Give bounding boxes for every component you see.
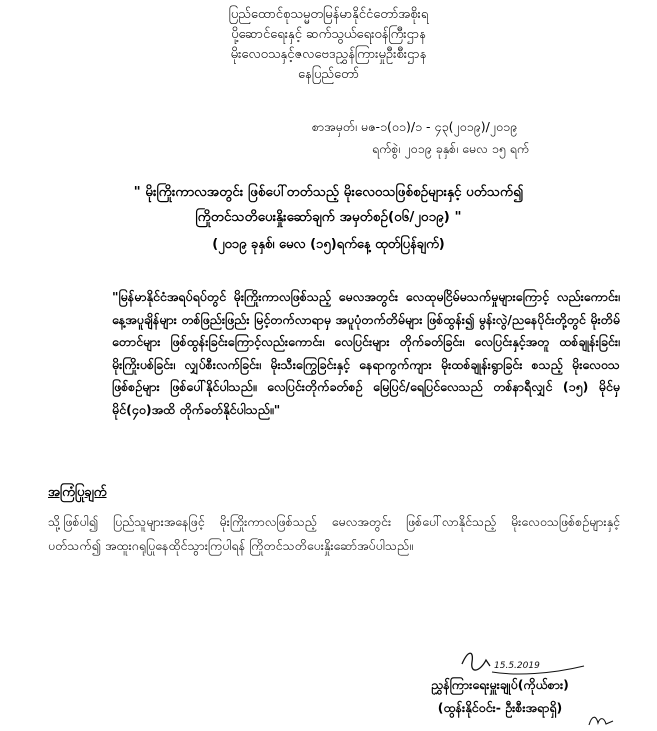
header-department: မိုးလေဝသနှင့်ဇလဗေဒညွှန်ကြားမှုဦးစီးဌာန bbox=[230, 47, 427, 62]
advice-heading: အကြံပြုချက် bbox=[48, 485, 107, 500]
document-title-line2: ကြိုတင်သတိပေးနှိုးဆော်ချက် အမှတ်စဉ်(၀၆/၂၀၁၉) " bbox=[195, 209, 462, 225]
letter-number: စာအမှတ်၊ မဇ-၁(၀၁)/၁ - ၄၃(၂၀၁၉)/၂၀၁၉ bbox=[312, 119, 518, 134]
forecast-statement: "မြန်မာနိုင်ငံအရပ်ရပ်တွင် မိုးကြိုးကာလဖြစ်သည့် မေလအတွင်း လေထုမငြိမ်မသက်မှုများကြောင့် လည်းကောင်း၊ နေ့အပူချိန်များ တစ်ဖြည်းဖြည်း မြင့်တက်လာရာမှ အပူပုံတက်တိမ်များ ဖြစ်ထွန်း၍ မွန်းလွဲ/ညနေပိုင်းတို့တွင် မိုးတိမ်တောင်များ ဖြစ်ထွန်းခြင်းကြောင့်လည်းကောင်း၊ လေပြင်းများ တိုက်ခတ်ခြင်း၊ လေပြင်းနှင့်အတူ ထစ်ချုန်းခြင်း၊ မိုးကြိုးပစ်ခြင်း၊ လျှပ်စီးလက်ခြင်း၊ မိုးသီးကြွေခြင်းနှင့် နေရာကွက်ကျား မိုးထစ်ချုန်းရွာခြင်း စသည့် မိုးလေဝသဖြစ်စဉ်များ ဖြစ်ပေါ်နိုင်ပါသည်။ လေပြင်းတိုက်ခတ်စဉ် မြေပြင်/ရေပြင်လေသည် တစ်နာရီလျှင် (၁၅) မိုင်မှ မိုင်(၄၀)အထိ တိုက်ခတ်နိုင်ပါသည်။" bbox=[112, 289, 620, 417]
signatory-name: (ထွန်းနိုင်ဝင်း- ဦးစီးအရာရှိ) bbox=[437, 700, 563, 715]
advice-text: သို့ဖြစ်ပါ၍ ပြည်သူများအနေဖြင့် မိုးကြိုးကာလဖြစ်သည့် မေလအတွင်း ဖြစ်ပေါ်လာနိုင်သည့် မိုးလေဝသဖြစ်စဉ်များနှင့် ပတ်သက်၍ အထူးဂရုပြုနေထိုင်သွားကြပါရန် ကြိုတင်သတိပေးနှိုးဆော်အပ်ပါသည်။ bbox=[48, 514, 620, 553]
signature-handwritten-date: 15.5.2019 bbox=[494, 661, 540, 671]
signatory-title: ညွှန်ကြားရေးမှူးချုပ်(ကိုယ်စား) bbox=[431, 677, 569, 692]
document-title-line1: " မိုးကြိုးကာလအတွင်း ဖြစ်ပေါ်တတ်သည့် မိုးလေဝသဖြစ်စဉ်များနှင့် ပတ်သက်၍ bbox=[133, 184, 524, 200]
issue-date-subtitle: (၂၀၁၉ ခုနှစ်၊ မေလ (၁၅)ရက်နေ့ ထုတ်ပြန်ချက်) bbox=[212, 237, 445, 252]
handwritten-signature bbox=[456, 646, 606, 680]
header-location: နေပြည်တော် bbox=[297, 67, 359, 82]
initials-mark bbox=[586, 713, 616, 729]
header-government: ပြည်ထောင်စုသမ္မတမြန်မာနိုင်ငံတော်အစိုးရ bbox=[228, 7, 429, 22]
letter-date: ရက်စွဲ၊ ၂၀၁၉ ခုနှစ်၊ မေလ ၁၅ ရက် bbox=[372, 141, 530, 156]
header-ministry: ပို့ဆောင်ရေးနှင့် ဆက်သွယ်ရေးဝန်ကြီးဌာန bbox=[231, 27, 426, 42]
